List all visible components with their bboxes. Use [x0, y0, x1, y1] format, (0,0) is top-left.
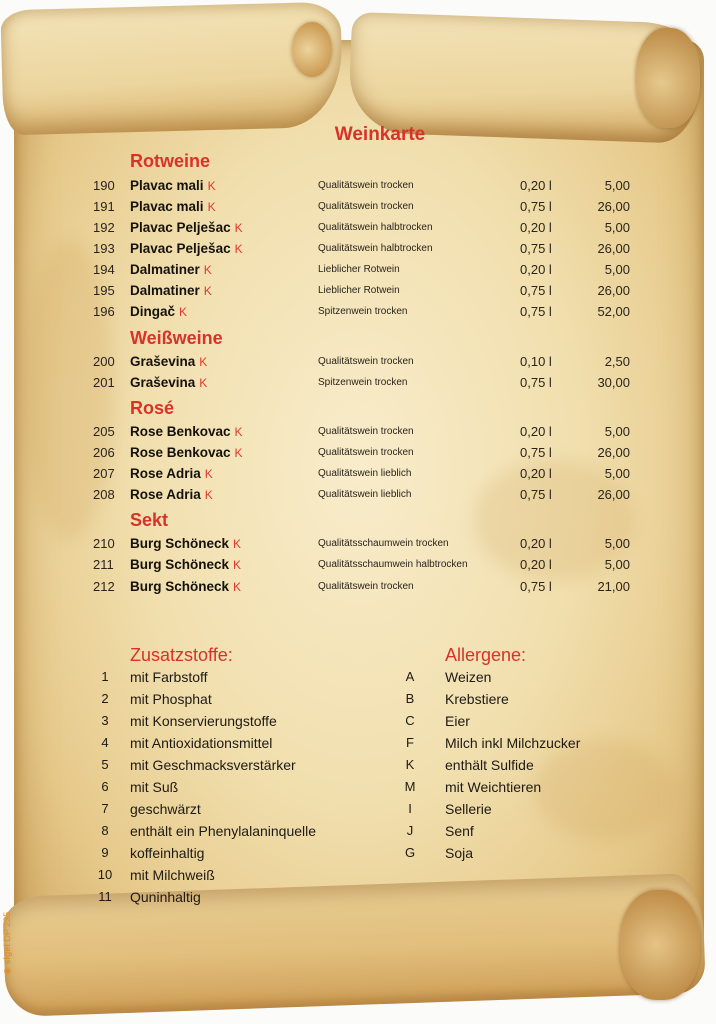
price: 5,00 — [604, 178, 630, 193]
allergen-mark: K — [234, 446, 243, 460]
wine-row — [0, 445, 716, 466]
wine-row — [0, 241, 716, 262]
price: 5,00 — [604, 220, 630, 235]
wine-description: Lieblicher Rotwein — [318, 285, 400, 296]
item-number: 200 — [93, 354, 115, 369]
wine-name: Plavac mali K — [130, 199, 216, 214]
allergen-mark: K — [203, 284, 212, 298]
sigel-logo-icon: ◉ — [2, 967, 12, 975]
wine-description: Qualitätswein trocken — [318, 426, 414, 437]
stain — [534, 740, 674, 840]
item-number: 211 — [93, 557, 114, 572]
scroll-curl-top — [292, 22, 332, 77]
allergen-mark: K — [179, 305, 188, 319]
brand-logo-text: sigel — [2, 944, 12, 965]
volume: 0,20 l — [520, 178, 552, 193]
volume: 0,75 l — [520, 579, 552, 594]
page-title: Weinkarte — [334, 124, 426, 145]
volume: 0,75 l — [520, 283, 552, 298]
wine-description: Qualitätswein halbtrocken — [318, 243, 433, 254]
item-number: 195 — [93, 283, 115, 298]
price: 5,00 — [604, 424, 630, 439]
price: 26,00 — [597, 283, 630, 298]
volume: 0,75 l — [520, 487, 552, 502]
wine-description: Spitzenwein trocken — [318, 377, 408, 388]
wine-name: Burg Schöneck K — [130, 579, 242, 594]
wine-name: Plavac Pelješac K — [130, 241, 243, 256]
scroll-roll-top-left — [0, 2, 343, 136]
wine-name: Rose Adria K — [130, 466, 213, 481]
wine-name: Burg Schöneck K — [130, 536, 242, 551]
section-title-rose: Rosé — [130, 398, 175, 418]
wine-row — [0, 283, 716, 304]
volume: 0,10 l — [520, 354, 552, 369]
allergens-title: Allergene: — [445, 645, 527, 665]
allergen-mark: K — [207, 179, 216, 193]
allergen-mark: K — [234, 221, 243, 235]
wine-row — [0, 178, 716, 199]
wine-description: Qualitätswein trocken — [318, 581, 414, 592]
volume: 0,20 l — [520, 424, 552, 439]
price: 2,50 — [604, 354, 630, 369]
additives-title: Zusatzstoffe: — [130, 645, 233, 665]
item-number: 196 — [93, 304, 115, 319]
wine-description: Qualitätswein halbtrocken — [318, 222, 433, 233]
wine-description: Qualitätswein trocken — [318, 356, 414, 367]
wine-row — [0, 354, 716, 375]
wine-name: Rose Adria K — [130, 487, 213, 502]
wine-name: Burg Schöneck K — [130, 557, 242, 572]
allergen-mark: K — [207, 200, 216, 214]
wine-description: Qualitätswein trocken — [318, 201, 414, 212]
wine-row — [0, 375, 716, 396]
item-number: 201 — [93, 375, 115, 390]
wine-name: Dingač K — [130, 304, 188, 319]
price: 21,00 — [597, 579, 630, 594]
wine-row — [0, 199, 716, 220]
wine-row — [0, 262, 716, 283]
wine-description: Qualitätswein trocken — [318, 447, 414, 458]
scroll-curl-right — [636, 28, 700, 128]
item-number: 192 — [93, 220, 115, 235]
wine-row — [0, 466, 716, 487]
wine-name: Rose Benkovac K — [130, 424, 243, 439]
wine-name: Plavac mali K — [130, 178, 216, 193]
section-title-sekt: Sekt — [130, 510, 169, 530]
item-number: 193 — [93, 241, 115, 256]
allergen-mark: K — [203, 263, 212, 277]
allergen-mark: K — [234, 425, 243, 439]
price: 30,00 — [597, 375, 630, 390]
wine-description: Lieblicher Rotwein — [318, 264, 400, 275]
price: 26,00 — [597, 487, 630, 502]
allergen-mark: K — [233, 558, 242, 572]
volume: 0,75 l — [520, 445, 552, 460]
allergen-mark: K — [233, 537, 242, 551]
brand-mark — [2, 912, 13, 975]
item-number: 207 — [93, 466, 115, 481]
item-number: 194 — [93, 262, 115, 277]
allergen-mark: K — [204, 467, 213, 481]
price: 26,00 — [597, 445, 630, 460]
allergen-mark: K — [233, 580, 242, 594]
allergen-mark: K — [204, 488, 213, 502]
price: 5,00 — [604, 466, 630, 481]
wine-description: Qualitätswein lieblich — [318, 489, 412, 500]
volume: 0,20 l — [520, 220, 552, 235]
wine-name: Rose Benkovac K — [130, 445, 243, 460]
wine-row — [0, 304, 716, 325]
volume: 0,75 l — [520, 199, 552, 214]
wine-row — [0, 536, 716, 557]
wine-name: Graševina K — [130, 375, 208, 390]
scroll-curl-bottom — [620, 890, 700, 1000]
wine-row — [0, 579, 716, 600]
volume: 0,20 l — [520, 536, 552, 551]
wine-row — [0, 220, 716, 241]
wine-name: Dalmatiner K — [130, 283, 212, 298]
wine-description: Spitzenwein trocken — [318, 306, 408, 317]
volume: 0,20 l — [520, 557, 552, 572]
price: 5,00 — [604, 557, 630, 572]
wine-name: Graševina K — [130, 354, 208, 369]
section-title-rotweine: Rotweine — [130, 151, 211, 171]
allergen-mark: K — [234, 242, 243, 256]
wine-name: Plavac Pelješac K — [130, 220, 243, 235]
price: 52,00 — [597, 304, 630, 319]
item-number: 206 — [93, 445, 115, 460]
volume: 0,75 l — [520, 241, 552, 256]
item-number: 208 — [93, 487, 115, 502]
volume: 0,75 l — [520, 375, 552, 390]
wine-description: Qualitätsschaumwein trocken — [318, 538, 449, 549]
item-number: 205 — [93, 424, 115, 439]
item-number: 212 — [93, 579, 115, 594]
allergen-mark: K — [199, 355, 208, 369]
wine-row — [0, 487, 716, 508]
item-number: 191 — [93, 199, 115, 214]
wine-description: Qualitätsschaumwein halbtrocken — [318, 559, 468, 570]
allergen-mark: K — [199, 376, 208, 390]
price: 26,00 — [597, 199, 630, 214]
wine-name: Dalmatiner K — [130, 262, 212, 277]
item-number: 190 — [93, 178, 115, 193]
wine-description: Qualitätswein trocken — [318, 180, 414, 191]
item-number: 210 — [93, 536, 115, 551]
price: 5,00 — [604, 262, 630, 277]
price: 26,00 — [597, 241, 630, 256]
volume: 0,20 l — [520, 466, 552, 481]
wine-row — [0, 557, 716, 578]
section-title-weissweine: Weißweine — [130, 328, 223, 348]
volume: 0,20 l — [520, 262, 552, 277]
wine-row — [0, 424, 716, 445]
volume: 0,75 l — [520, 304, 552, 319]
product-code: DP 235 — [2, 911, 12, 942]
wine-description: Qualitätswein lieblich — [318, 468, 412, 479]
price: 5,00 — [604, 536, 630, 551]
